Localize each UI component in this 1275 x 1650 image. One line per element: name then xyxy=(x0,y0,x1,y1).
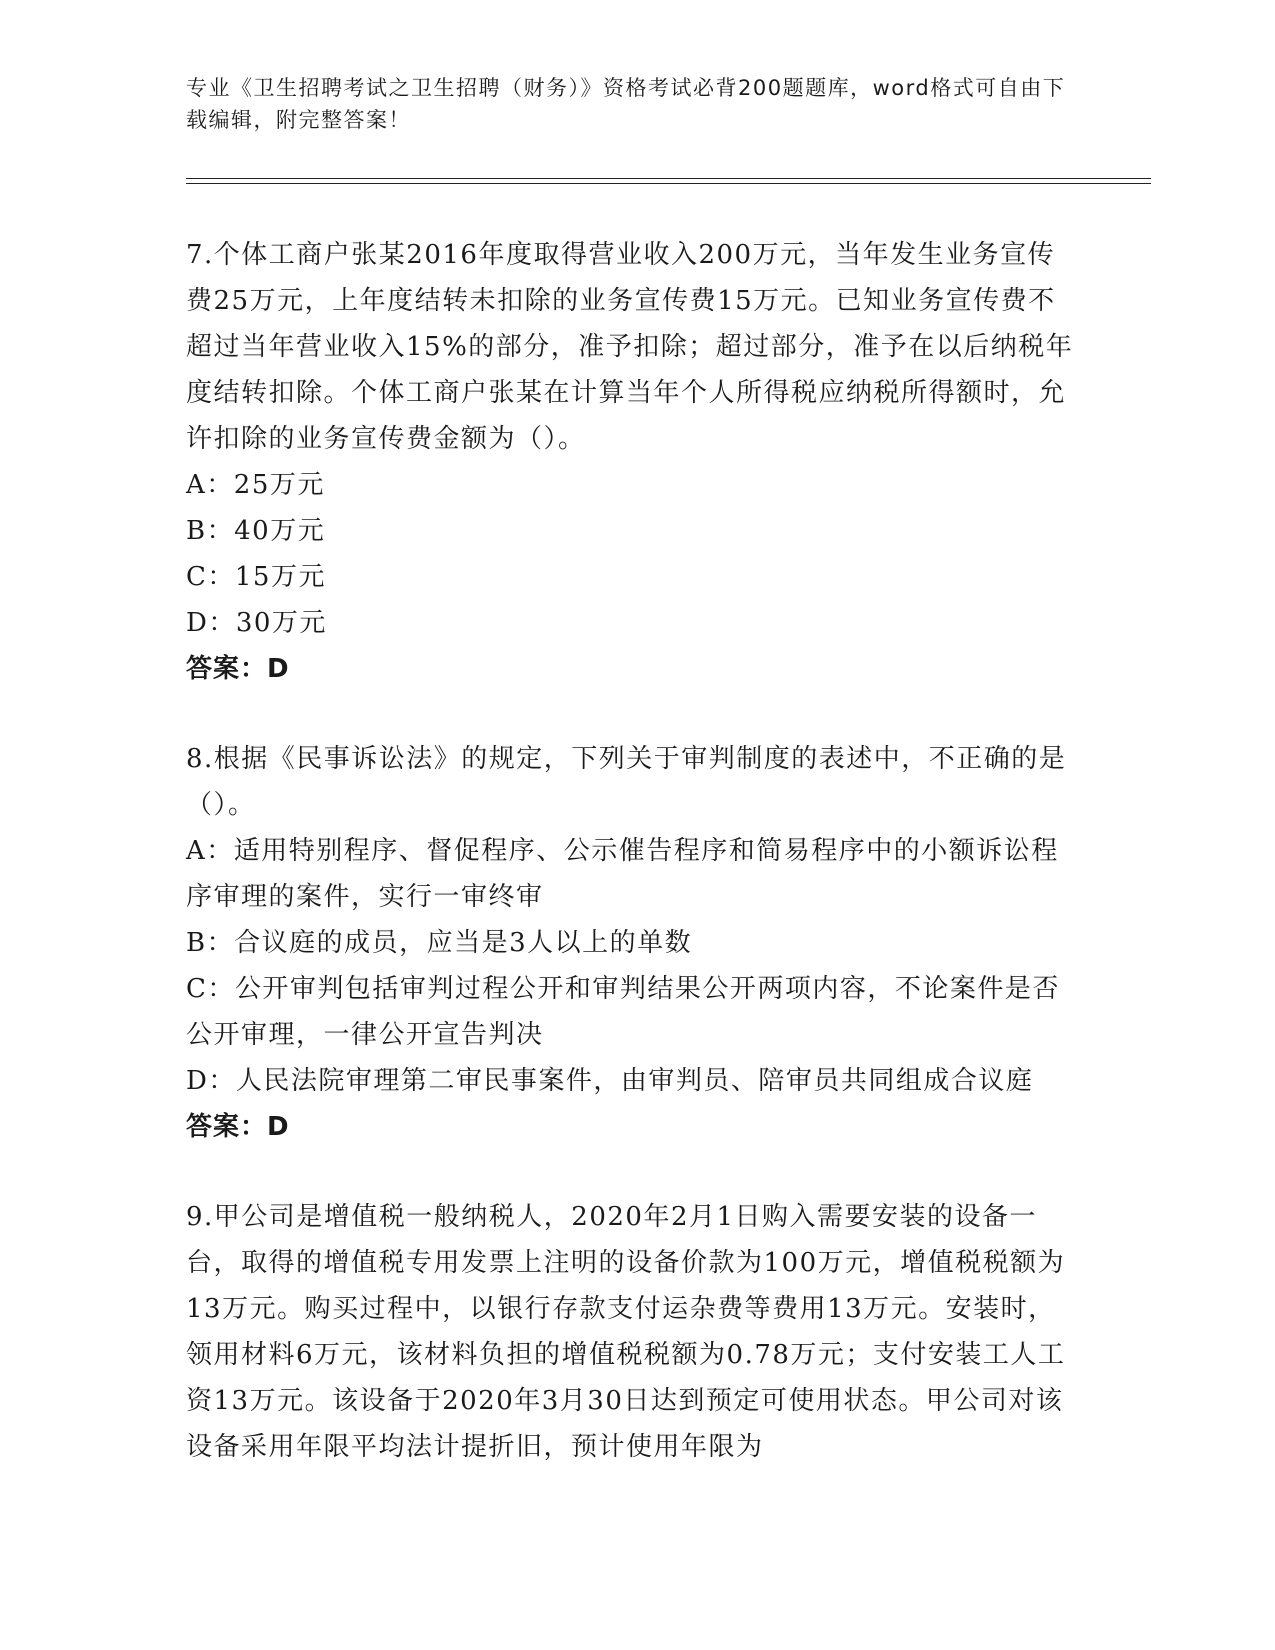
question-8 xyxy=(186,736,1076,1150)
option-a: A：25万元 xyxy=(186,470,325,500)
answer: 答案：D xyxy=(186,654,290,684)
question-7 xyxy=(186,232,1076,692)
question-text: 7.个体工商户张某2016年度取得营业收入200万元，当年发生业务宣传费25万元，上年度结转未扣除的业务宣传费15万元。已知业务宣传费不超过当年营业收入15%的部分，准予扣除；超过部分，准予在以后纳税年度结转扣除。个体工商户张某在计算当年个人所得税应纳税所得额时，允许扣除的业务宣传费金额为（）。 xyxy=(186,240,1074,454)
question-text: 8.根据《民事诉讼法》的规定，下列关于审判制度的表述中，不正确的是（）。 xyxy=(186,744,1067,820)
question-text: 9.甲公司是增值税一般纳税人，2020年2月1日购入需要安装的设备一台，取得的增值税专用发票上注明的设备价款为100万元，增值税税额为13万元。购买过程中，以银行存款支付运杂费等费用13万元。安装时，领用材料6万元，该材料负担的增值税税额为0.78万元；支付安装工人工资13万元。该设备于2020年3月30日达到预定可使用状态。甲公司对该设备采用年限平均法计提折旧，预计使用年限为 xyxy=(186,1202,1066,1462)
option-b: B：40万元 xyxy=(186,516,326,546)
option-c: C：公开审判包括审判过程公开和审判结果公开两项内容，不论案件是否公开审理，一律公开宣告判决 xyxy=(186,974,1060,1050)
question-list xyxy=(186,232,1076,1514)
question-9 xyxy=(186,1194,1076,1470)
option-d: D：人民法院审理第二审民事案件，由审判员、陪审员共同组成合议庭 xyxy=(186,1066,1034,1096)
document-header: 专业《卫生招聘考试之卫生招聘（财务）》资格考试必背200题题库，word格式可自由下载编辑，附完整答案！ xyxy=(186,76,1066,132)
answer: 答案：D xyxy=(186,1112,290,1142)
option-c: C：15万元 xyxy=(186,562,326,592)
header-divider xyxy=(186,178,1151,184)
option-a: A：适用特别程序、督促程序、公示催告程序和简易程序中的小额诉讼程序审理的案件，实行一审终审 xyxy=(186,836,1059,912)
option-b: B：合议庭的成员，应当是3人以上的单数 xyxy=(186,928,693,958)
option-d: D：30万元 xyxy=(186,608,327,638)
